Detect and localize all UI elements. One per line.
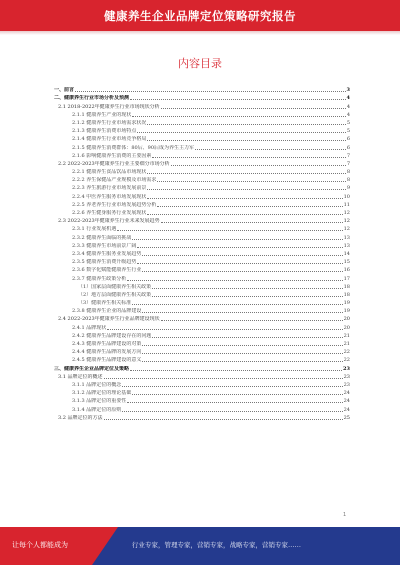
toc-entry-page: 23	[343, 381, 350, 388]
toc-entry-page: 10	[343, 193, 350, 200]
toc-entry[interactable]	[54, 331, 350, 339]
toc-entry-title: 2.4.1 品牌现状	[72, 324, 107, 331]
toc-entry-title: 2.2.3 养生旅游行业市场发展前景	[72, 185, 147, 192]
toc-entry-page: 17	[343, 275, 350, 282]
toc-entry-title: （3）健康养生相关标准	[78, 300, 132, 307]
toc-entry-title: 2.3.1 行业发展机遇	[72, 226, 117, 233]
toc-entry-page: 7	[346, 160, 350, 167]
toc-entry-page: 24	[343, 406, 350, 413]
toc-entry[interactable]	[54, 380, 350, 388]
toc-leader-dots	[104, 419, 343, 420]
toc-leader-dots	[171, 165, 346, 166]
table-of-contents	[54, 85, 350, 421]
toc-entry-title: 2.1 2018-2022年健康养生行业市场现状分析	[58, 103, 160, 110]
toc-leader-dots	[137, 132, 345, 133]
toc-entry-page: 8	[346, 177, 350, 184]
toc-entry-page: 4	[346, 103, 350, 110]
toc-entry[interactable]	[54, 93, 350, 101]
toc-entry-title: 2.3.8 健康养生企业的品牌建设	[72, 308, 142, 315]
toc-entry-page: 12	[343, 210, 350, 216]
toc-entry-page: 11	[343, 201, 350, 208]
toc-entry-title: 2.4.2 健康养生品牌建设存在的问题	[72, 332, 152, 339]
toc-entry-title: 2.4.5 健康养生品牌建设的意义	[72, 357, 142, 364]
toc-leader-dots	[142, 255, 342, 256]
toc-entry-title: 3.1.2 品牌定位的理论基础	[72, 390, 132, 397]
toc-entry[interactable]	[54, 134, 350, 142]
toc-entry-title: 2.3.4 健康养生服务业发展趋势	[72, 250, 142, 257]
toc-entry-page: 3	[346, 87, 350, 94]
toc-entry-title: 2.1.1 健康养生产业的现状	[72, 111, 132, 118]
toc-entry-title: 2.1.4 健康养生行业市场竞争格局	[72, 136, 147, 143]
toc-entry-title: 二、健康养生行业市场分析及预测	[54, 95, 130, 102]
report-title: 健康养生企业品牌定位策略研究报告	[104, 8, 296, 23]
toc-entry[interactable]	[54, 118, 350, 126]
toc-entry[interactable]	[54, 314, 350, 322]
page-number: 1	[343, 512, 347, 518]
toc-heading: 内容目录	[178, 57, 222, 70]
toc-entry[interactable]	[54, 257, 350, 265]
toc-entry-title: 2.3 2022-2023年健康养生行业未来发展趋势	[58, 218, 160, 225]
toc-entry-page: 4	[346, 111, 350, 118]
toc-leader-dots	[127, 402, 342, 403]
toc-entry-title: 2.2.5 养老养生行业市场发展趋势分析	[72, 201, 157, 208]
toc-entry-title: 2.1.2 健康养生行业市场需求状况	[72, 119, 147, 126]
toc-leader-dots	[127, 280, 342, 281]
toc-entry-page: 20	[343, 324, 350, 331]
toc-entry[interactable]	[54, 282, 350, 290]
report-header	[0, 0, 400, 31]
toc-leader-dots	[132, 116, 345, 117]
toc-leader-dots	[147, 140, 345, 141]
toc-entry[interactable]	[54, 241, 350, 249]
toc-leader-dots	[132, 394, 342, 395]
toc-entry-title: 2.4 2022-2023年健康养生行业品牌建设现状	[58, 316, 160, 323]
toc-entry-title: 2.3.7 健康养生政策分析	[72, 275, 127, 282]
toc-entry-title: 2.2.4 中医养生服务市场发展现状	[72, 193, 147, 200]
toc-entry-page: 21	[343, 332, 350, 339]
toc-entry[interactable]	[54, 363, 350, 371]
toc-entry-page: 5	[346, 119, 350, 126]
toc-leader-dots	[142, 271, 342, 272]
toc-entry[interactable]	[54, 159, 350, 167]
toc-entry[interactable]	[54, 126, 350, 134]
toc-entry-title: 2.3.3 健康养生市场前景广阔	[72, 242, 137, 249]
toc-leader-dots	[142, 353, 342, 354]
toc-entry[interactable]	[54, 306, 350, 314]
toc-leader-dots	[157, 181, 345, 182]
footer-banner	[0, 527, 400, 565]
toc-entry-page: 22	[343, 349, 350, 356]
toc-entry-title: （1）国家层面健康养生相关政策	[78, 283, 152, 290]
toc-entry-title: 2.2.6 养生健身服务行业发展现状	[72, 210, 147, 216]
toc-leader-dots	[161, 222, 343, 223]
toc-entry[interactable]	[54, 208, 350, 216]
toc-entry-page: 4	[346, 95, 350, 102]
toc-entry-title: 2.2.2 养生保健品产业规模及市场需求	[72, 177, 157, 184]
toc-entry-page: 18	[343, 291, 350, 298]
toc-entry-title: 3.1 品牌定位的概述	[58, 373, 103, 380]
toc-entry-page: 23	[343, 365, 350, 372]
toc-entry-title: （2）地方层面健康养生相关政策	[78, 291, 152, 298]
toc-leader-dots	[142, 312, 342, 313]
toc-entry-page: 16	[343, 267, 350, 274]
toc-leader-dots	[122, 411, 342, 412]
toc-leader-dots	[161, 108, 346, 109]
toc-leader-dots	[137, 263, 342, 264]
toc-entry-page: 6	[346, 136, 350, 143]
toc-entry[interactable]	[54, 372, 350, 380]
toc-entry[interactable]	[54, 322, 350, 330]
toc-leader-dots	[195, 149, 346, 150]
toc-entry[interactable]	[54, 388, 350, 396]
toc-leader-dots	[122, 386, 342, 387]
toc-entry-page: 6	[346, 144, 350, 151]
toc-entry-title: 一、前言	[54, 87, 75, 94]
toc-entry-page: 25	[343, 414, 350, 421]
toc-leader-dots	[75, 91, 346, 92]
toc-entry-page: 7	[346, 152, 350, 159]
toc-entry[interactable]	[54, 216, 350, 224]
toc-entry[interactable]	[54, 290, 350, 298]
toc-entry-title: 3.1.4 品牌定位的原则	[72, 406, 122, 413]
toc-entry-page: 12	[343, 226, 350, 233]
toc-leader-dots	[147, 198, 342, 199]
toc-entry[interactable]	[54, 142, 350, 150]
toc-leader-dots	[107, 329, 342, 330]
toc-leader-dots	[147, 124, 345, 125]
toc-entry[interactable]	[54, 413, 350, 421]
footer-slogan: 让每个人都能成为	[12, 541, 68, 549]
toc-entry-page: 15	[343, 259, 350, 266]
toc-entry-page: 20	[343, 316, 350, 323]
toc-entry-title: 2.3.2 健康养生面临的挑战	[72, 234, 132, 241]
toc-leader-dots	[147, 189, 345, 190]
toc-leader-dots	[152, 296, 342, 297]
toc-entry-page: 24	[343, 398, 350, 405]
toc-entry[interactable]	[54, 355, 350, 363]
toc-entry-title: 3.2 品牌定位的方法	[58, 414, 103, 421]
toc-leader-dots	[161, 320, 343, 321]
toc-entry-title: 2.2.1 健康养生食品饮品市场现状	[72, 169, 147, 176]
header-divider	[0, 31, 400, 35]
toc-entry-title: 2.1.5 健康养生消费群体：80后、90后成为养生主力军	[72, 144, 195, 151]
toc-entry[interactable]	[54, 265, 350, 273]
toc-entry-page: 12	[343, 218, 350, 225]
toc-leader-dots	[104, 378, 343, 379]
toc-entry-page: 23	[343, 373, 350, 380]
toc-entry[interactable]	[54, 273, 350, 281]
toc-entry-title: 3.1.3 品牌定位的重要性	[72, 398, 127, 405]
toc-entry-title: 2.1.6 影响健康养生消费的主要因素	[72, 152, 152, 159]
toc-entry-page: 18	[343, 283, 350, 290]
toc-entry[interactable]	[54, 167, 350, 175]
toc-entry-page: 19	[343, 308, 350, 315]
toc-entry[interactable]	[54, 404, 350, 412]
toc-entry-page: 14	[343, 250, 350, 257]
toc-entry-page: 19	[343, 300, 350, 307]
toc-entry[interactable]	[54, 191, 350, 199]
toc-entry-page: 21	[343, 341, 350, 347]
toc-leader-dots	[152, 288, 342, 289]
toc-entry-title: 2.4.4 健康养生品牌的发展方向	[72, 349, 142, 356]
toc-entry[interactable]	[54, 101, 350, 109]
toc-entry-page: 13	[343, 234, 350, 241]
toc-entry[interactable]	[54, 249, 350, 257]
toc-entry[interactable]	[54, 298, 350, 306]
toc-entry-page: 9	[346, 185, 350, 192]
toc-entry-page: 22	[343, 357, 350, 364]
toc-entry-title: 2.2 2022-2023年健康养生行业主要细分市场分析	[58, 160, 170, 167]
toc-entry-page: 24	[343, 390, 350, 397]
toc-entry[interactable]	[54, 339, 350, 347]
toc-leader-dots	[132, 304, 342, 305]
toc-entry[interactable]	[54, 151, 350, 159]
toc-entry[interactable]	[54, 200, 350, 208]
toc-entry[interactable]	[54, 175, 350, 183]
toc-leader-dots	[152, 337, 342, 338]
toc-entry-page: 8	[346, 169, 350, 176]
footer-tagline: 行业专家，管理专家，营销专家，战略专家，营销专家……	[132, 541, 301, 549]
toc-entry-title: 2.1.3 健康养生消费市场特点	[72, 128, 137, 135]
toc-leader-dots	[147, 214, 342, 215]
toc-leader-dots	[132, 239, 342, 240]
toc-entry[interactable]	[54, 232, 350, 240]
toc-entry[interactable]	[54, 85, 350, 93]
toc-entry[interactable]	[54, 347, 350, 355]
toc-entry-title: 2.3.5 健康养生消费升级趋势	[72, 259, 137, 266]
toc-leader-dots	[142, 361, 342, 362]
toc-leader-dots	[157, 206, 342, 207]
toc-leader-dots	[137, 247, 342, 248]
toc-entry-title: 三、健康养生企业品牌定位及策略	[54, 365, 130, 372]
toc-leader-dots	[130, 99, 346, 100]
toc-leader-dots	[152, 157, 345, 158]
toc-entry[interactable]	[54, 396, 350, 404]
toc-entry-title: 3.1.1 品牌定位的概念	[72, 381, 122, 388]
toc-leader-dots	[130, 370, 342, 371]
toc-leader-dots	[117, 230, 342, 231]
toc-entry-title: 2.4.3 健康养生品牌建设的对策	[72, 341, 142, 347]
toc-entry-page: 13	[343, 242, 350, 249]
toc-entry[interactable]	[54, 224, 350, 232]
toc-entry[interactable]	[54, 110, 350, 118]
toc-entry-page: 5	[346, 128, 350, 135]
toc-leader-dots	[147, 173, 345, 174]
toc-entry-title: 2.3.6 数字化赋能健康养生行业	[72, 267, 142, 274]
toc-entry[interactable]	[54, 183, 350, 191]
toc-leader-dots	[142, 345, 342, 346]
